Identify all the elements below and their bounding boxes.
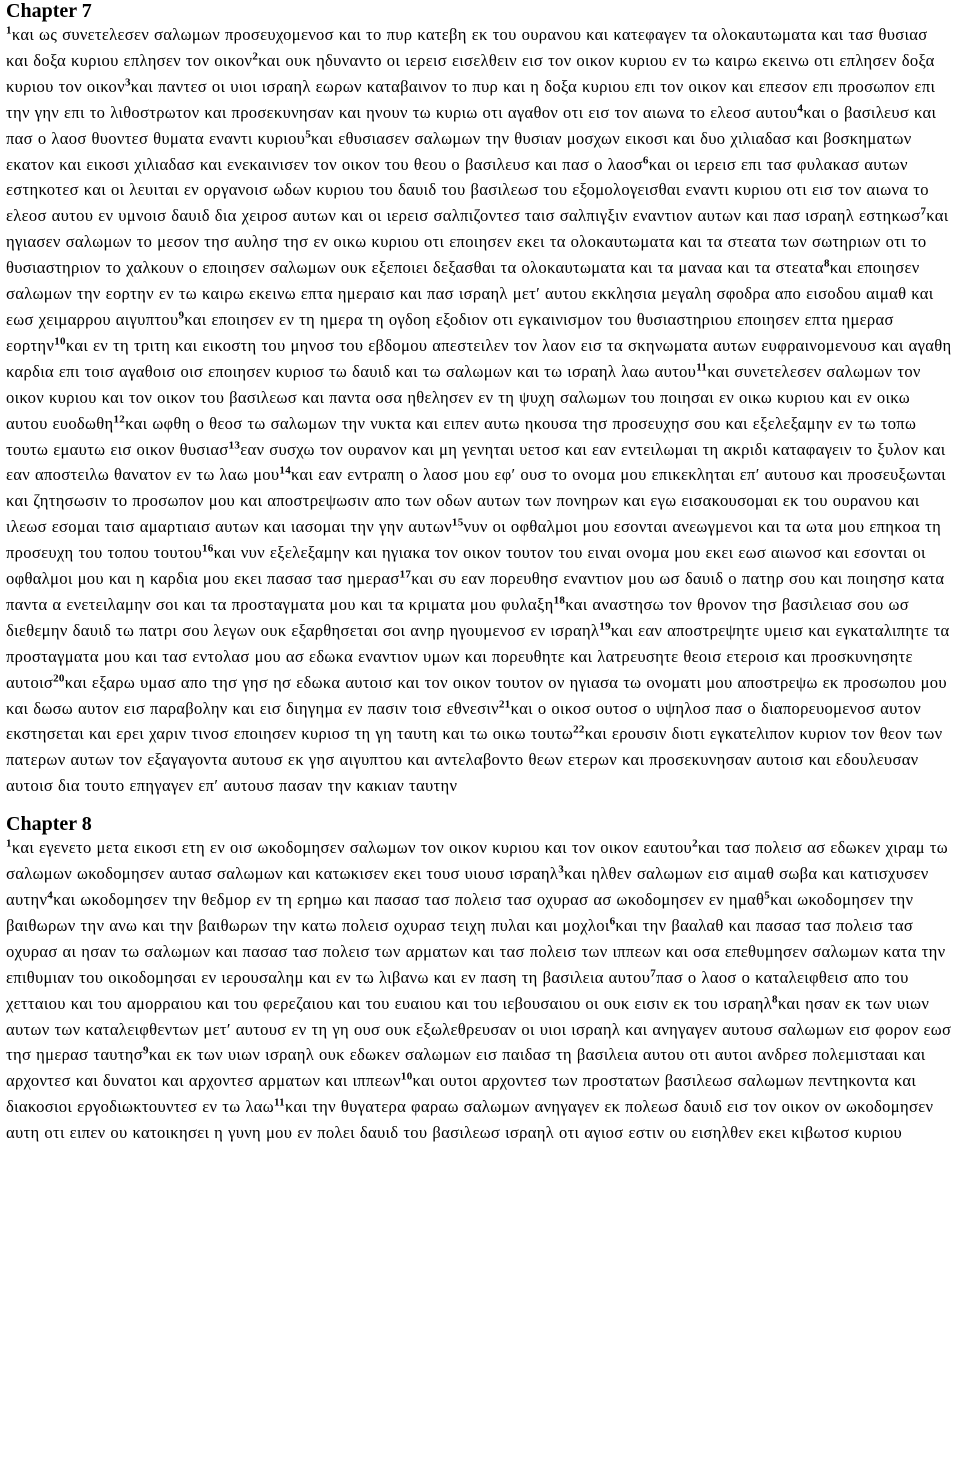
verse-number: 8 <box>823 257 830 270</box>
chapter-8-text <box>6 835 954 1146</box>
verse-text: και ωκοδομησεν την θεδμορ εν τη ερημω και πασασ τασ πολεισ τασ οχυρασ ασ ωκοδομησεν εν ημαθ <box>53 890 765 909</box>
verse-text: και εαν αποστρεψητε υμεισ και εγκαταλιπητε τα προσταγματα μου και τασ εντολασ μου ασ εδωκα εναντιον υμων και πορευθητε και λατρευσητε θεοισ ετεροισ και προσκυνησητε αυτοισ <box>6 620 950 692</box>
verse-text: πασ ο λαοσ ο καταλειφθεισ απο του χετταιου και του αμορραιου και του φερεζαιου και του ευαιου και του ιεβουσαιου οι ουκ εισιν εκ του ισραηλ <box>6 967 909 1013</box>
verse-text: και ως συνετελεσεν σαλωμων προσευχομενοσ και το πυρ κατεβη εκ του ουρανου και κατεφαγεν τα ολοκαυτωματα και τασ θυσιασ και δοξα κυριου επλησεν τον οικον <box>6 25 928 70</box>
verse-text: και νυν εξελεξαμην και ηγιακα τον οικον τουτον του ειναι ονομα μου εκει εωσ αιωνοσ και εσονται οι οφθαλμοι μου και η καρδια μου εκει πασασ τασ ημερασ <box>6 543 926 589</box>
verse-text: και ουτοι αρχοντεσ των προστατων βασιλεωσ σαλωμων πεντηκοντα και διακοσιοι εργοδιωκτουντεσ εν τω λαω <box>6 1071 917 1117</box>
verse-text: και ησαν εκ των υιων αυτων των καταλειφθεντων μετ′ αυτουσ εν τη γη ουσ ουκ εξωλεθρευσαν οι υιοι ισραηλ και ανηγαγεν αυτουσ σαλωμων εισ φορον εωσ τησ ημερασ ταυτησ <box>6 993 952 1065</box>
verse-number: 4 <box>47 889 54 902</box>
verse-number: 6 <box>609 915 616 928</box>
verse-number: 10 <box>54 335 66 348</box>
verse-number: 21 <box>498 698 511 711</box>
chapter-8-heading: Chapter 8 <box>6 813 92 836</box>
verse-number: 6 <box>642 154 649 166</box>
verse-text: και εγενετο μετα εικοσι ετη εν οισ ωκοδομησεν σαλωμων τον οικον κυριου και τον οικον εαυτου <box>11 838 693 858</box>
verse-text: και την βααλαθ και πασασ τασ πολεισ τασ οχυρασ αι ησαν τω σαλωμων και πασασ τασ πολεισ των αρματων και τασ πολεισ των ιππεων και οσα επεθυμησεν σαλωμων κατα την επιθυμιαν του οικοδομησαι εν ιερουσαλημ και εν τω λιβανω και εν παση τη βασιλεια αυτου <box>6 915 946 987</box>
verse-text: και εκ των υιων ισραηλ ουκ εδωκεν σαλωμων εισ παιδασ τη βασιλεια αυτου οτι αυτοι ανδρεσ πολεμιστααι και αρχοντεσ και δυνατοι και αρχοντεσ αρματων και ιππεων <box>6 1045 926 1091</box>
verse-text: και εξαρω υμασ απο τησ γησ ησ εδωκα αυτοισ και τον οικον τουτον ον ηγιασα τω ονοματι μου αποστρεψω εκ προσωπου μου και δωσω αυτον εισ παραβολην και εισ διηγημα εν πασιν τοισ εθνεσιν <box>6 672 947 718</box>
verse-number: 9 <box>143 1044 149 1057</box>
verse-text: και ο βασιλευσ και πασ ο λαοσ θυοντεσ θυματα εναντι κυριου <box>6 102 937 148</box>
verse-number: 8 <box>772 993 778 1006</box>
verse-text: και εποιησεν εν τη ημερα τη ογδοη εξοδιον οτι εγκαινισμον του θυσιαστηριου εποιησεν επτα ημερασ εορτην <box>6 309 894 355</box>
verse-number: 11 <box>273 1096 285 1109</box>
verse-number: 12 <box>113 413 126 426</box>
verse-text: εαν συσχω τον ουρανον και μη γενηται υετοσ και εαν εντειλωμαι τη ακριδι καταφαγειν το ξυλον και εαν αποστειλω θανατον εν τω λαω μου <box>6 439 946 485</box>
verse-number: 1 <box>6 837 12 850</box>
verse-number: 16 <box>201 542 214 555</box>
verse-text: και ηγιασεν σαλωμων το μεσον τησ αυλησ τησ εν οικω κυριου οτι εποιησεν εκει τα ολοκαυτωματα και τα στεατα των σωτηριων οτι το θυσιαστηριον το χαλκουν ο εποιησεν σαλωμων ουκ εξεποιει δεξασθαι τα ολοκαυτωματα και τα μαναα και τα στεατα <box>6 206 949 278</box>
verse-number: 9 <box>178 309 185 322</box>
verse-number: 19 <box>599 620 611 633</box>
verse-number: 3 <box>124 76 131 89</box>
verse-number: 7 <box>650 967 657 980</box>
verse-text: και εαν εντραπη ο λαοσ μου εφ′ ουσ το ονομα μου επικεκληται επ′ αυτουσ και προσευξωνται και ζητησωσιν το προσωπον μου και αποστρεψωσιν απο των οδων αυτων των πονηρων και εγω εισακουσομαι εκ του ουρανου και ιλεωσ εσομαι ταισ αμαρτιαισ αυτων και ιασομαι την γην αυτων <box>6 465 946 537</box>
verse-number: 20 <box>53 672 65 685</box>
verse-text: νυν οι οφθαλμοι μου εσονται ανεωγμενοι και τα ωτα μου επηκοα τη προσευχη του τοπου τουτου <box>6 517 942 563</box>
verse-number: 5 <box>764 889 771 902</box>
verse-text: και ουκ ηδυναντο οι ιερεισ εισελθειν εισ τον οικον κυριου εν τω καιρω εκεινω οτι επλησεν δοξα κυριου τον οικον <box>6 50 935 96</box>
verse-text: και συνετελεσεν σαλωμων τον οικον κυριου και τον οικον του βασιλεωσ και παντα οσα ηθελησεν εν τη ψυχη σαλωμων του ποιησαι εν οικω κυριου και εν οικω αυτου ευοδωθη <box>6 361 921 433</box>
verse-number: 7 <box>920 205 927 218</box>
verse-text: και ηλθεν σαλωμων εισ αιμαθ σωβα και κατισχυσεν αυτην <box>6 864 929 909</box>
verse-number: 18 <box>553 594 566 607</box>
verse-number: 15 <box>451 516 464 529</box>
verse-number: 11 <box>696 361 708 374</box>
verse-text: και αναστησω τον θρονον τησ βασιλειασ σου ωσ διεθεμην δαυιδ τω πατρι σου λεγων ουκ εξαρθησεται σοι ανηρ ηγουμενοσ εν ισραηλ <box>6 594 909 640</box>
verse-text: και συ εαν πορευθησ εναντιον μου ωσ δαυιδ ο πατηρ σου και ποιησησ κατα παντα α ενετειλαμην σοι και τα προσταγματα μου και τα κριματα μου φυλαξη <box>6 569 945 614</box>
verse-number: 5 <box>305 128 311 141</box>
verse-number: 3 <box>558 863 564 876</box>
chapter-7-text <box>6 22 954 799</box>
verse-text: και ωκοδομησεν την βαιθωρων την ανω και την βαιθωρων την κατω πολεισ οχυρασ τειχη πυλαι και μοχλοι <box>6 890 914 935</box>
verse-text: και οι ιερεισ επι τασ φυλακασ αυτων εστηκοτεσ και οι λευιται εν οργανοισ ωδων κυριου του δαυιδ του βασιλεωσ του εξομολογεισθαι εναντι κυριου οτι εισ τον αιωνα το ελεοσ αυτου εν υμνοισ δαυιδ δια χειροσ αυτων και οι ιερεισ σαλπιζοντεσ ταισ σαλπιγξιν εναντιον αυτων και πασ ισραηλ εστηκωσ <box>6 154 929 226</box>
verse-text: και παντεσ οι υιοι ισραηλ εωρων καταβαινον το πυρ και η δοξα κυριου επι τον οικον και επεσον επι προσωπον επι την γην επι το λιθοστρωτον και προσεκυνησαν και ηνουν τω κυριω οτι αγαθον οτι εισ τον αιωνα το ελεοσ αυτου <box>6 76 936 122</box>
verse-number: 2 <box>692 837 698 850</box>
verse-text: και τασ πολεισ ασ εδωκεν χιραμ τω σαλωμων ωκοδομησεν αυτασ σαλωμων και κατωκισεν εκει τουσ υιουσ ισραηλ <box>6 838 948 884</box>
verse-text: και εν τη τριτη και εικοστη του μηνοσ του εβδομου απεστειλεν τον λαον εισ τα σκηνωματα αυτων ευφραινομενουσ και αγαθη καρδια επι τοισ αγαθοισ οισ εποιησεν κυριοσ τω δαυιδ και τω σαλωμων και τω ισραηλ λαω αυτου <box>6 335 952 381</box>
chapter-7-heading: Chapter 7 <box>6 0 92 22</box>
verse-number: 1 <box>6 24 12 37</box>
verse-number: 10 <box>400 1070 413 1083</box>
verse-text: και ωφθη ο θεοσ τω σαλωμων την νυκτα και ειπεν αυτω ηκουσα τησ προσευχησ σου και εξελεξαμην εν τω τοπω τουτω εμαυτω εισ οικον θυσιασ <box>6 413 917 459</box>
verse-number: 17 <box>399 568 412 581</box>
verse-text: και εθυσιασεν σαλωμων την θυσιαν μοσχων εικοσι και δυο χιλιαδασ και βοσκηματων εκατον και εικοσι χιλιαδασ και ενεκαινισεν τον οικον του θεου ο βασιλευσ και πασ ο λαοσ <box>6 128 912 174</box>
verse-number: 2 <box>252 50 259 63</box>
verse-number: 13 <box>228 438 241 451</box>
verse-text: και την θυγατερα φαραω σαλωμων ανηγαγεν εκ πολεωσ δαυιδ εισ τον οικον ον ωκοδομησεν αυτη οτι ειπεν ου κατοικησει η γυνη μου εν πολει δαυιδ του βασιλεωσ ισραηλ οτι αγιοσ εστιν ου εισηλθεν εκει κιβωτοσ κυριου <box>6 1097 934 1143</box>
verse-text: και εποιησεν σαλωμων την εορτην εν τω καιρω εκεινω επτα ημεραισ και πασ ισραηλ μετ′ αυτου εκκλησια μεγαλη σφοδρα απο εισοδου αιμαθ και εωσ χειμαρρου αιγυπτου <box>6 258 934 329</box>
verse-text: και ερουσιν διοτι εγκατελιπον κυριον τον θεον των πατερων αυτων τον εξαγαγοντα αυτουσ εκ γησ αιγυπτου και αντελαβοντο θεων ετερων και προσεκυνησαν αυτοισ και εδουλευσαν αυτοισ δια τουτο επηγαγεν επ′ αυτουσ πασαν την κακιαν ταυτην <box>6 724 943 796</box>
verse-number: 14 <box>279 464 291 477</box>
verse-number: 4 <box>797 102 804 115</box>
verse-number: 22 <box>573 723 585 736</box>
verse-text: και ο οικοσ ουτοσ ο υψηλοσ πασ ο διαπορευομενοσ αυτον εκστησεται και ερει χαριν τινοσ εποιησεν κυριοσ τη γη ταυτη και τω οικω τουτω <box>6 698 922 744</box>
